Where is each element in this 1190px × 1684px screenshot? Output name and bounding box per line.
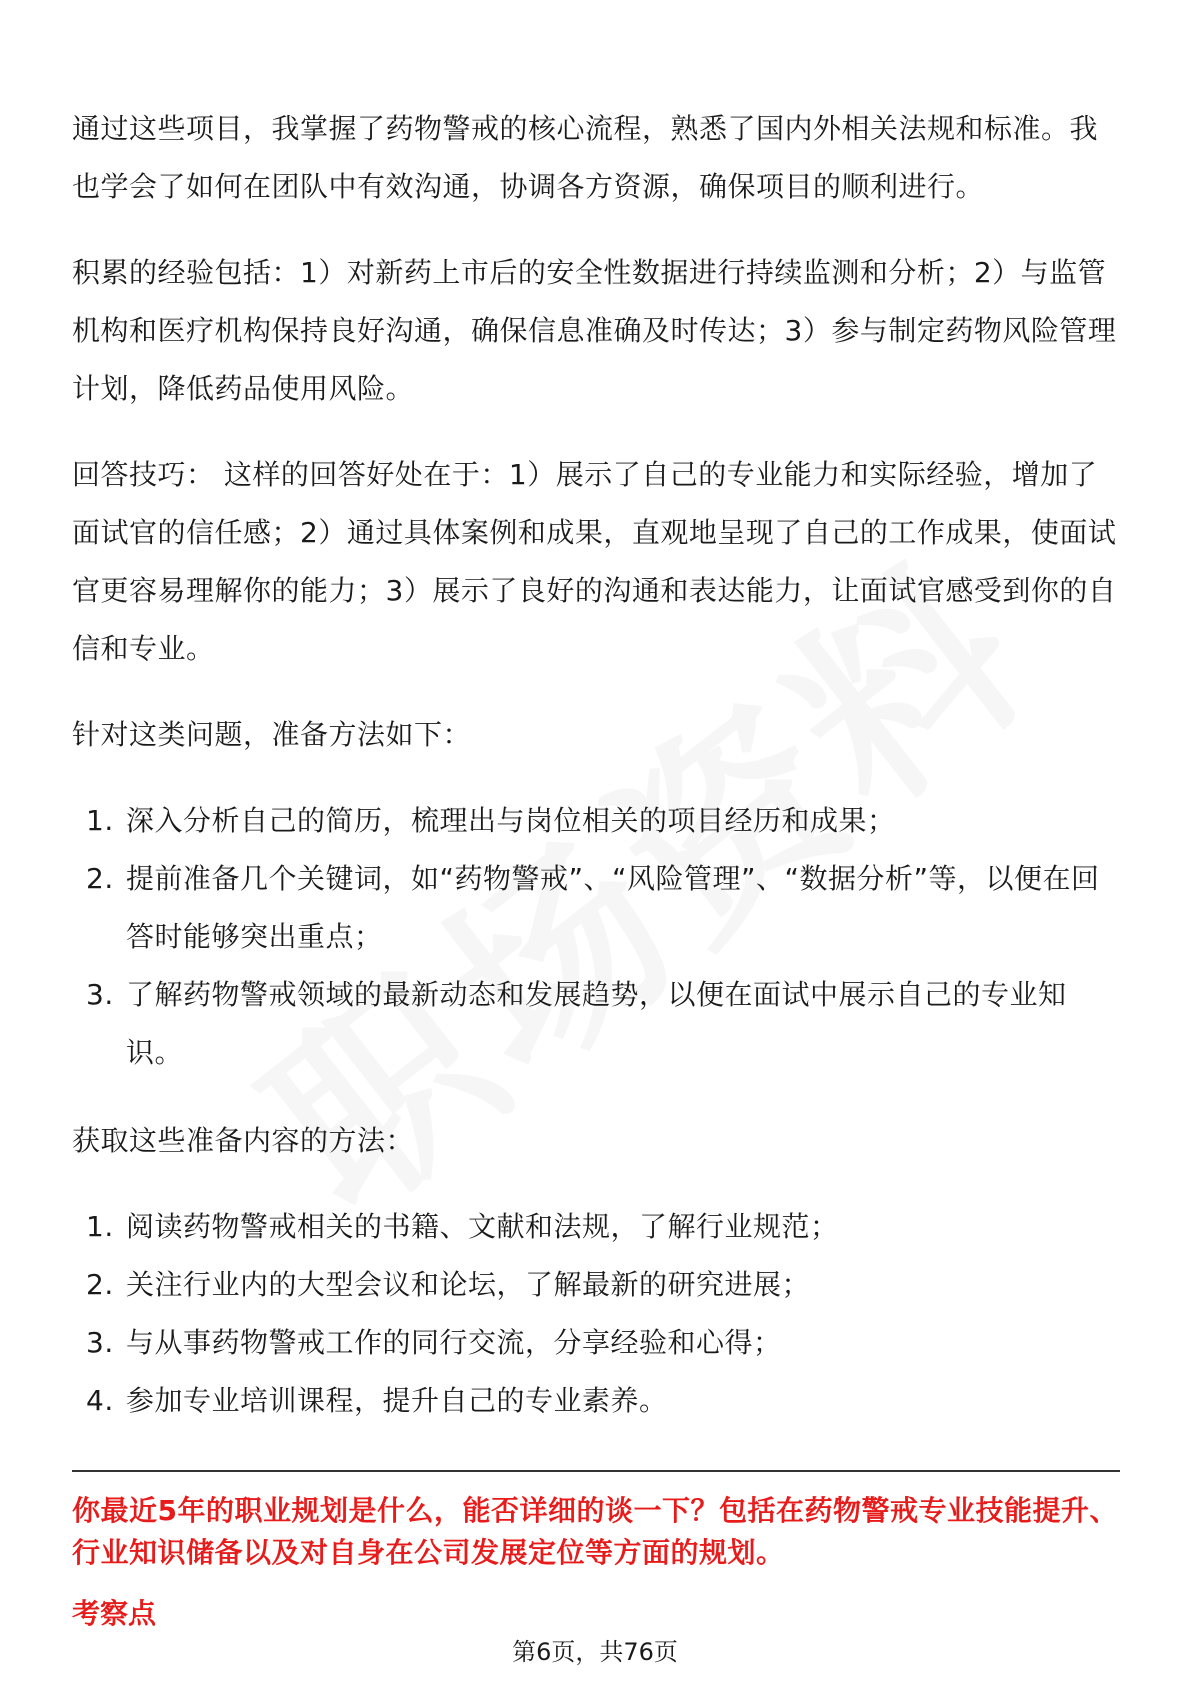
paragraph-experience: 积累的经验包括：1）对新药上市后的安全性数据进行持续监测和分析；2）与监管机构和医疗机构保持良好沟通，确保信息准确及时传达；3）参与制定药物风险管理计划，降低药品使用风险。 [72,256,1117,405]
list-item: 1. 阅读药物警戒相关的书籍、文献和法规，了解行业规范； [86,1210,839,1243]
list-item: 3. 与从事药物警戒工作的同行交流，分享经验和心得； [86,1326,782,1359]
paragraph-prep-intro: 针对这类问题，准备方法如下： [72,718,472,751]
section-divider [72,1470,1120,1472]
list-item: 2. 关注行业内的大型会议和论坛，了解最新的研究进展； [86,1268,811,1301]
list-item: 2. 提前准备几个关键词，如“药物警戒”、“风险管理”、“数据分析”等，以便在回答时能够突出重点； [86,862,1100,953]
paragraph-acquire-heading: 获取这些准备内容的方法： [72,1124,415,1157]
page-number-footer: 第6页，共76页 [512,1638,678,1666]
section-title-assessment: 考察点 [72,1597,157,1630]
interview-question: 你最近5年的职业规划是什么，能否详细的谈一下？包括在药物警戒专业技能提升、行业知识储备以及对自身在公司发展定位等方面的规划。 [72,1494,1118,1569]
page-content [72,100,1120,1460]
prep-method-list [72,792,1120,1082]
list-item: 3. 了解药物警戒领域的最新动态和发展趋势，以便在面试中展示自己的专业知识。 [86,978,1067,1069]
list-item: 1. 深入分析自己的简历，梳理出与岗位相关的项目经历和成果； [86,804,896,837]
acquire-method-list [72,1198,1120,1430]
list-item: 4. 参加专业培训课程，提升自己的专业素养。 [86,1384,668,1417]
paragraph-projects: 通过这些项目，我掌握了药物警戒的核心流程，熟悉了国内外相关法规和标准。我也学会了如何在团队中有效沟通，协调各方资源，确保项目的顺利进行。 [72,112,1099,203]
paragraph-answer-tips: 回答技巧： 这样的回答好处在于：1）展示了自己的专业能力和实际经验，增加了面试官的信任感；2）通过具体案例和成果，直观地呈现了自己的工作成果，使面试官更容易理解你的能力；3）展示了良好的沟通和表达能力，让面试官感受到你的自信和专业。 [72,458,1117,665]
